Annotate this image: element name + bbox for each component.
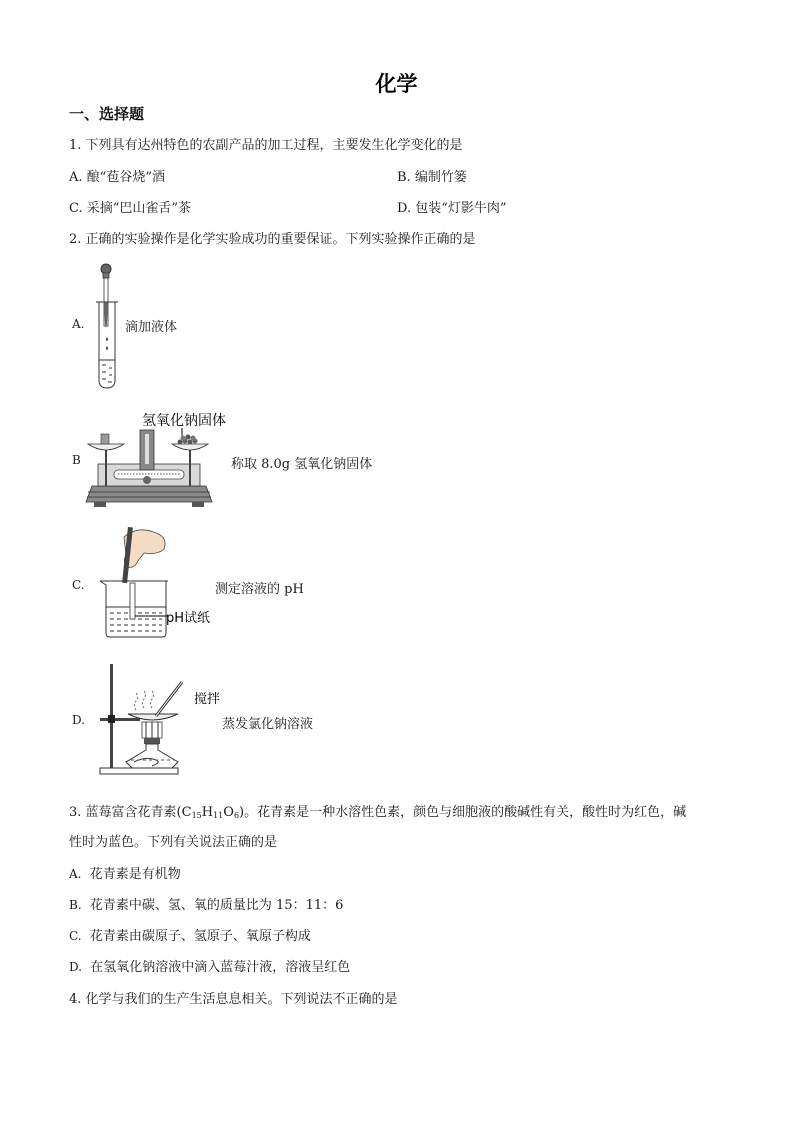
q1-option-a[interactable] [69, 166, 165, 185]
q2-option-c-key[interactable]: C. [72, 578, 85, 592]
q2-option-c-caption: 测定溶液的 pH [215, 582, 304, 597]
ph-paper-beaker-figure [98, 527, 174, 639]
q1-option-d[interactable] [397, 197, 507, 216]
question-3-stem-line1 [69, 801, 686, 820]
option-key: A. [69, 867, 82, 881]
q3-option-d[interactable] [69, 956, 350, 975]
q3-stem-text-rest: )。花青素是一种水溶性色素，颜色与细胞液的酸碱性有关，酸性时为红色，碱 [239, 805, 687, 820]
subscript-o: 6 [233, 811, 240, 820]
option-key: C. [69, 929, 82, 943]
evaporation-figure [98, 662, 188, 776]
q2-option-d-key[interactable]: D. [72, 713, 86, 727]
q2-option-b-key[interactable]: B [72, 453, 81, 467]
option-key: A. [69, 170, 83, 185]
balance-figure [84, 428, 214, 510]
option-text: 酿“苞谷烧”酒 [86, 170, 165, 185]
stir-label: 搅拌 [194, 692, 221, 707]
q3-stem-text: 3. 蓝莓富含花青素(C [69, 805, 192, 820]
subscript-h: 11 [213, 811, 224, 820]
q3-formula-o: O [223, 805, 234, 820]
q3-option-c[interactable] [69, 925, 311, 944]
option-text: 包装“灯影牛肉” [415, 201, 507, 216]
q2-option-d-caption: 蒸发氯化钠溶液 [222, 717, 314, 732]
q1-option-b[interactable] [397, 166, 467, 185]
section-heading: 一、选择题 [69, 105, 145, 123]
option-key: D. [69, 960, 83, 974]
q1-option-c[interactable] [69, 197, 191, 216]
q2-option-a-caption: 滴加液体 [125, 320, 178, 335]
subscript-c: 15 [191, 811, 202, 820]
q3-formula-h: H [201, 805, 214, 820]
option-key: B. [397, 170, 411, 185]
option-text: 花青素是有机物 [89, 867, 181, 882]
dropper-test-tube-figure [92, 262, 124, 390]
ph-paper-label: pH试纸 [166, 611, 211, 626]
question-3-stem-line2: 性时为蓝色。下列有关说法正确的是 [69, 835, 278, 850]
option-text: 采摘“巴山雀舌”茶 [86, 201, 192, 216]
page-title: 化学 [375, 72, 418, 96]
option-text: 在氢氧化钠溶液中滴入蓝莓汁液，溶液呈红色 [90, 960, 351, 975]
option-text: 花青素由碳原子、氢原子、氧原子构成 [89, 929, 311, 944]
question-2-stem: 2. 正确的实验操作是化学实验成功的重要保证。下列实验操作正确的是 [69, 232, 476, 247]
option-key: D. [397, 201, 412, 216]
naoh-solid-label: 氢氧化钠固体 [142, 413, 226, 429]
option-text: 编制竹篓 [414, 170, 467, 185]
option-key: C. [69, 201, 83, 216]
question-1-stem: 1. 下列具有达州特色的农副产品的加工过程，主要发生化学变化的是 [69, 138, 463, 153]
option-text: 花青素中碳、氢、氧的质量比为 15：11：6 [89, 898, 344, 913]
q2-option-b-caption: 称取 8.0g 氢氧化钠固体 [231, 457, 373, 472]
option-key: B. [69, 898, 82, 912]
question-4-stem: 4. 化学与我们的生产生活息息相关。下列说法不正确的是 [69, 992, 398, 1007]
q3-option-b[interactable] [69, 894, 343, 913]
q3-option-a[interactable] [69, 863, 181, 882]
q2-option-a-key[interactable]: A. [72, 317, 85, 331]
